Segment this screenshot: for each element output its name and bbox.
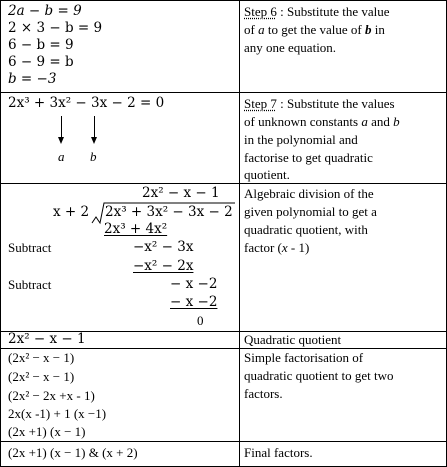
factorisation-description: quadratic quotient to get two bbox=[244, 368, 394, 383]
row-4-right-cell bbox=[240, 331, 446, 348]
row-5-left-cell bbox=[0, 348, 239, 441]
quadratic-expression: 2x² − x − 1 bbox=[8, 331, 86, 347]
row-2-left-cell bbox=[0, 92, 239, 183]
down-arrow-b bbox=[94, 116, 95, 138]
division-zero: 0 bbox=[197, 313, 204, 328]
factorisation-line: 2x(x -1) + 1 (x −1) bbox=[8, 406, 107, 421]
division-divisor: x + 2 bbox=[53, 204, 90, 220]
row-6-left-cell bbox=[0, 441, 239, 466]
step-7-text: quotient. bbox=[244, 167, 290, 182]
division-remainder-1: −x² − 3x bbox=[133, 239, 194, 255]
division-quotient: 2x² − x − 1 bbox=[142, 185, 220, 201]
step-7-text: of unknown constants a and b bbox=[244, 114, 400, 129]
factorisation-description: factors. bbox=[244, 386, 283, 401]
equation-line: 6 − b = 9 bbox=[8, 37, 74, 53]
division-dividend: 2x³ + 3x² − 3x − 2 bbox=[105, 204, 233, 220]
division-step-1: 2x³ + 4x² bbox=[104, 221, 168, 237]
division-step-3: − x −2 bbox=[170, 294, 218, 310]
equation-line: b = −3 bbox=[8, 71, 57, 87]
row-4-left-cell bbox=[0, 331, 239, 348]
division-description: quadratic quotient, with bbox=[244, 222, 368, 237]
final-factors-expression: (2x +1) (x − 1) & (x + 2) bbox=[8, 445, 138, 460]
row-1-left-cell bbox=[0, 0, 239, 92]
row-2-right-cell bbox=[240, 92, 446, 183]
factorisation-line: (2x +1) (x − 1) bbox=[8, 424, 86, 439]
division-description: given polynomial to get a bbox=[244, 204, 377, 219]
row-3-right-cell bbox=[240, 183, 446, 331]
row-3-left-cell bbox=[0, 183, 239, 331]
division-description: factor (x - 1) bbox=[244, 240, 310, 255]
row-1-right-cell bbox=[240, 0, 446, 92]
factorisation-line: (2x² − x − 1) bbox=[8, 350, 75, 365]
polynomial-equation: 2x³ + 3x² − 3x − 2 = 0 bbox=[8, 95, 165, 111]
step-6-text: of a to get the value of b in bbox=[244, 22, 385, 37]
division-remainder-2: − x −2 bbox=[170, 276, 218, 292]
row-5-right-cell bbox=[240, 348, 446, 441]
equation-line: 2a − b = 9 bbox=[8, 3, 82, 19]
row-6-right-cell bbox=[240, 441, 446, 466]
step-7-text: Step 7 : Substitute the values bbox=[244, 96, 395, 111]
down-arrow-a bbox=[61, 116, 62, 138]
step-6-text: Step 6 : Substitute the value bbox=[244, 4, 390, 19]
division-description: Algebraic division of the bbox=[244, 186, 374, 201]
equation-line: 2 × 3 − b = 9 bbox=[8, 20, 103, 36]
final-factors-label: Final factors. bbox=[244, 445, 313, 460]
division-step-2: −x² − 2x bbox=[133, 258, 194, 274]
factorisation-line: (2x² − x − 1) bbox=[8, 369, 75, 384]
subtract-label: Subtract bbox=[8, 277, 52, 292]
factorisation-description: Simple factorisation of bbox=[244, 350, 364, 365]
step-7-text: factorise to get quadratic bbox=[244, 150, 373, 165]
constant-label-a: a bbox=[58, 149, 65, 164]
equation-line: 6 − 9 = b bbox=[8, 54, 74, 70]
step-6-text: any one equation. bbox=[244, 40, 337, 55]
step-7-text: in the polynomial and bbox=[244, 132, 358, 147]
subtract-label: Subtract bbox=[8, 240, 52, 255]
factorisation-line: (2x² − 2x +x - 1) bbox=[8, 388, 95, 403]
constant-label-b: b bbox=[90, 149, 97, 164]
quadratic-quotient-label: Quadratic quotient bbox=[244, 332, 342, 347]
